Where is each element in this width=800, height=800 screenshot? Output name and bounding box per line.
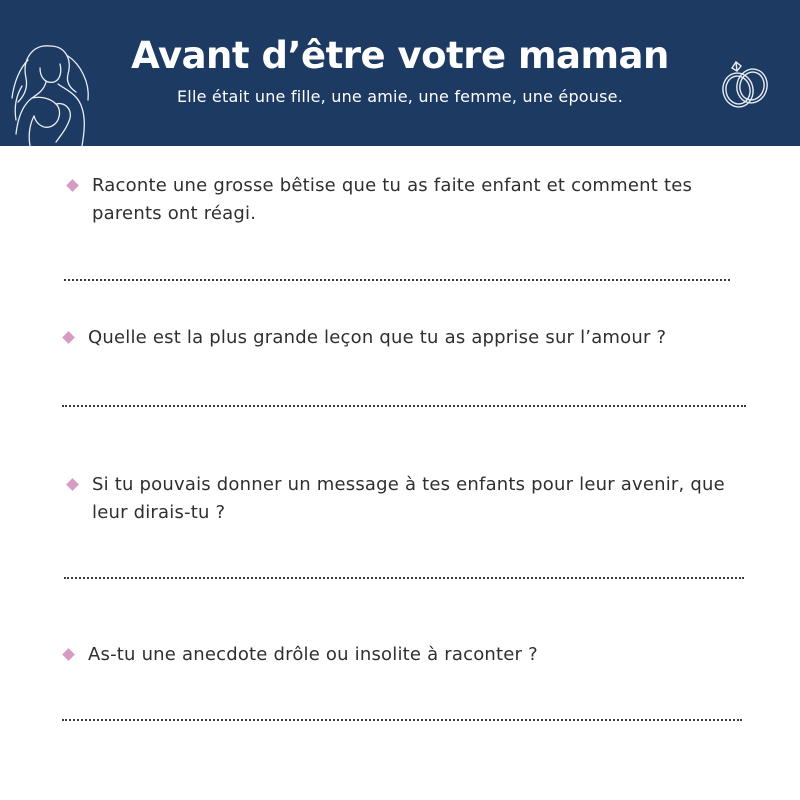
wedding-rings-icon [718,58,774,114]
header-banner [0,0,800,146]
page-subtitle: Elle était une fille, une amie, une femme, une épouse. [177,87,623,106]
answer-line-2[interactable] [62,405,746,407]
diamond-bullet-icon [62,331,75,344]
diamond-bullet-icon [66,478,79,491]
diamond-bullet-icon [62,648,75,661]
question-3 [68,471,758,527]
answer-line-4[interactable] [62,719,742,721]
question-1 [68,172,748,228]
question-2 [64,324,764,352]
question-4-text: As-tu une anecdote drôle ou insolite à raconter ? [88,644,538,665]
answer-line-1[interactable] [64,279,730,281]
question-3-text: Si tu pouvais donner un message à tes enfants pour leur avenir, que leur dirais-tu ? [92,474,725,523]
question-4 [64,641,744,669]
diamond-bullet-icon [66,179,79,192]
page-title: Avant d’être votre maman [131,34,669,77]
answer-line-3[interactable] [64,577,744,579]
question-2-text: Quelle est la plus grande leçon que tu as apprise sur l’amour ? [88,327,667,348]
question-1-text: Raconte une grosse bêtise que tu as faite enfant et comment tes parents ont réagi. [92,175,693,224]
